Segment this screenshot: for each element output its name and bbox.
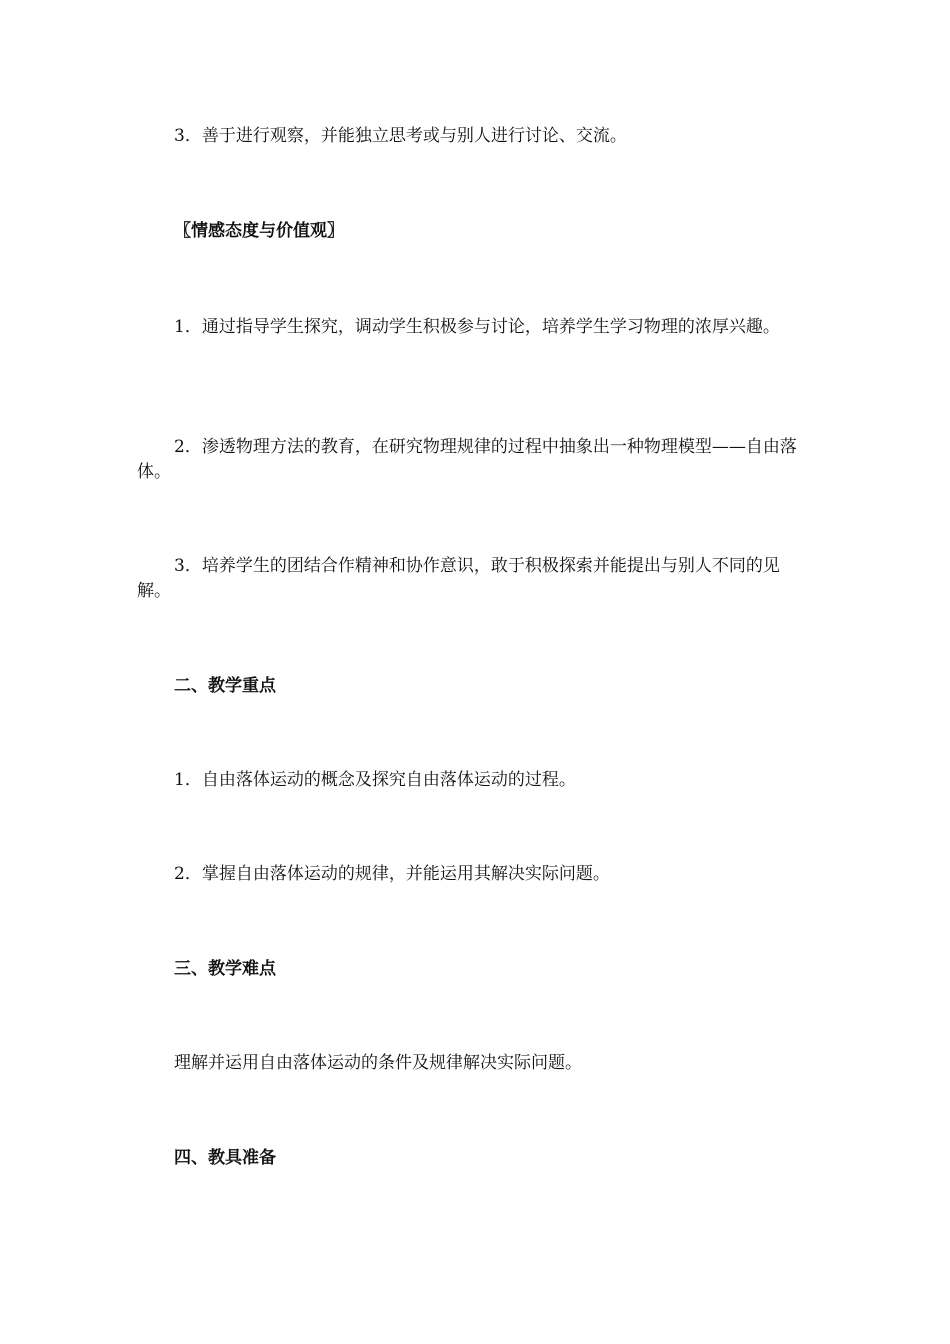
paragraph-difficulty: 理解并运用自由落体运动的条件及规律解决实际问题。 <box>174 1053 582 1073</box>
paragraph-skill-3: 3．善于进行观察，并能独立思考或与别人进行讨论、交流。 <box>174 126 627 146</box>
paragraph-emotion-2: 2．渗透物理方法的教育，在研究物理规律的过程中抽象出一种物理模型——自由落体。 <box>137 437 797 482</box>
paragraph-key-1: 1．自由落体运动的概念及探究自由落体运动的过程。 <box>174 770 576 790</box>
paragraph-key-2: 2．掌握自由落体运动的规律，并能运用其解决实际问题。 <box>174 864 610 884</box>
paragraph-emotion-3: 3．培养学生的团结合作精神和协作意识，敢于积极探索并能提出与别人不同的见解。 <box>137 556 780 601</box>
heading-emotion-attitude-values: 〖情感态度与价值观〗 <box>174 221 344 241</box>
heading-teaching-difficulty: 三、教学难点 <box>174 959 276 979</box>
heading-teaching-tools: 四、教具准备 <box>174 1148 276 1168</box>
heading-teaching-key-points: 二、教学重点 <box>174 676 276 696</box>
paragraph-emotion-1: 1．通过指导学生探究，调动学生积极参与讨论，培养学生学习物理的浓厚兴趣。 <box>174 317 780 337</box>
